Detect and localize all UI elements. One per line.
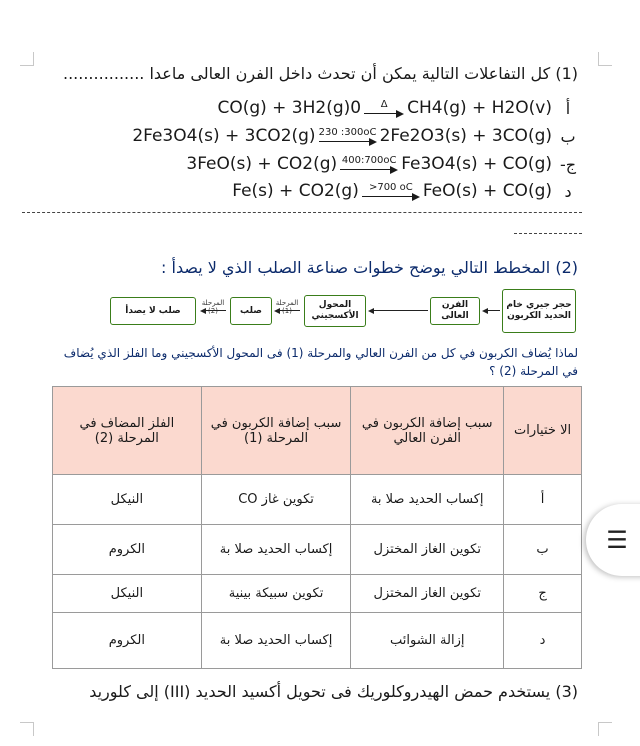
answer-options-table — [52, 386, 582, 669]
flow-box-raw-materials: حجر جيري خام الحديد الكربون — [502, 289, 576, 333]
option-label: ب — [560, 127, 576, 146]
page-corner-mark — [598, 52, 612, 66]
table-cell: الكروم — [53, 525, 202, 575]
reaction-condition: 230 :300oC — [318, 127, 377, 138]
equation-right: Fe3O4(s) + CO(g) — [401, 154, 552, 174]
reaction-condition: Δ — [380, 99, 388, 110]
equation-b — [132, 126, 578, 146]
flow-arrow — [482, 308, 500, 314]
header-options: الا ختيارات — [504, 387, 582, 475]
equation-c — [186, 154, 578, 174]
dashed-divider — [22, 212, 582, 213]
option-label: د — [564, 182, 572, 201]
flow-box-steel: صلب — [230, 297, 272, 325]
reaction-arrow — [362, 183, 420, 201]
reaction-condition: >700 oC — [368, 182, 413, 193]
reaction-condition: 400:700oC — [341, 155, 397, 166]
equation-d — [232, 181, 578, 201]
table-row[interactable] — [53, 575, 582, 613]
table-cell: الكروم — [53, 613, 202, 669]
option-letter: أ — [504, 475, 582, 525]
flow-arrow — [200, 308, 226, 314]
equation-right: CH4(g) + H2O(v) — [407, 98, 552, 118]
table-cell: إكساب الحديد صلا بة — [351, 475, 504, 525]
table-cell: تكوين سبيكة بينية — [201, 575, 351, 613]
page-corner-mark — [598, 722, 612, 736]
flow-box-oxygen-converter: المحول الأكسجيني — [304, 295, 366, 327]
reaction-arrow — [364, 100, 404, 118]
option-label: ج- — [559, 155, 577, 174]
stage-2-label: المرحلة (2) — [201, 299, 225, 315]
stage-1-label: المرحلة (1) — [275, 299, 299, 315]
menu-button[interactable] — [586, 504, 640, 576]
header-stage2-metal: الفلز المضاف في المرحلة (2) — [53, 387, 202, 475]
table-row[interactable] — [53, 525, 582, 575]
option-label: أ — [565, 99, 571, 118]
flow-arrow — [368, 308, 428, 314]
question-1-text: (1) كل التفاعلات التالية يمكن أن تحدث داخل الفرن العالى ماعدا ................ — [63, 64, 578, 83]
page-corner-mark — [20, 52, 34, 66]
header-furnace-reason: سبب إضافة الكربون في الفرن العالي — [351, 387, 504, 475]
table-cell: إكساب الحديد صلا بة — [201, 525, 351, 575]
flow-arrow — [274, 308, 300, 314]
dashed-divider — [514, 233, 582, 234]
option-letter: ج — [504, 575, 582, 613]
equation-left: CO(g) + 3H2(g)0 — [217, 98, 362, 118]
question-3-text: (3) يستخدم حمض الهيدروكلوريك فى تحويل أكسيد الحديد (III) إلى كلوريد — [89, 682, 578, 701]
hamburger-icon: ☰ — [606, 526, 628, 554]
option-letter: ب — [504, 525, 582, 575]
table-cell: تكوين الغاز المختزل — [351, 525, 504, 575]
question-2-text: (2) المخطط التالي يوضح خطوات صناعة الصلب الذي لا يصدأ : — [161, 258, 578, 277]
equation-right: 2Fe2O3(s) + 3CO(g) — [379, 126, 552, 146]
table-row[interactable] — [53, 613, 582, 669]
flow-box-blast-furnace: الفرن العالى — [430, 297, 480, 325]
equation-a — [217, 98, 578, 118]
table-cell: تكوين الغاز المختزل — [351, 575, 504, 613]
steel-process-diagram — [64, 289, 576, 333]
table-cell: إزالة الشوائب — [351, 613, 504, 669]
reaction-arrow — [340, 156, 398, 174]
equation-left: 3FeO(s) + CO2(g) — [186, 154, 338, 174]
equation-left: Fe(s) + CO2(g) — [232, 181, 359, 201]
table-cell: النيكل — [53, 475, 202, 525]
table-cell: تكوين غاز CO — [201, 475, 351, 525]
page-corner-mark — [20, 722, 34, 736]
equation-right: FeO(s) + CO(g) — [422, 181, 552, 201]
table-cell: النيكل — [53, 575, 202, 613]
question-2-subquestion: لماذا يُضاف الكربون في كل من الفرن العالي والمرحلة (1) فى المحول الأكسجيني وما الفلز الذي يُضاف في المرحلة (2) ؟ — [63, 346, 578, 378]
table-header-row — [53, 387, 582, 475]
equation-left: 2Fe3O4(s) + 3CO2(g) — [132, 126, 316, 146]
flow-box-stainless-steel: صلب لا يصدأ — [110, 297, 196, 325]
table-row[interactable] — [53, 475, 582, 525]
option-letter: د — [504, 613, 582, 669]
table-cell: إكساب الحديد صلا بة — [201, 613, 351, 669]
header-stage1-reason: سبب إضافة الكربون في المرحلة (1) — [201, 387, 351, 475]
reaction-arrow — [319, 128, 377, 146]
